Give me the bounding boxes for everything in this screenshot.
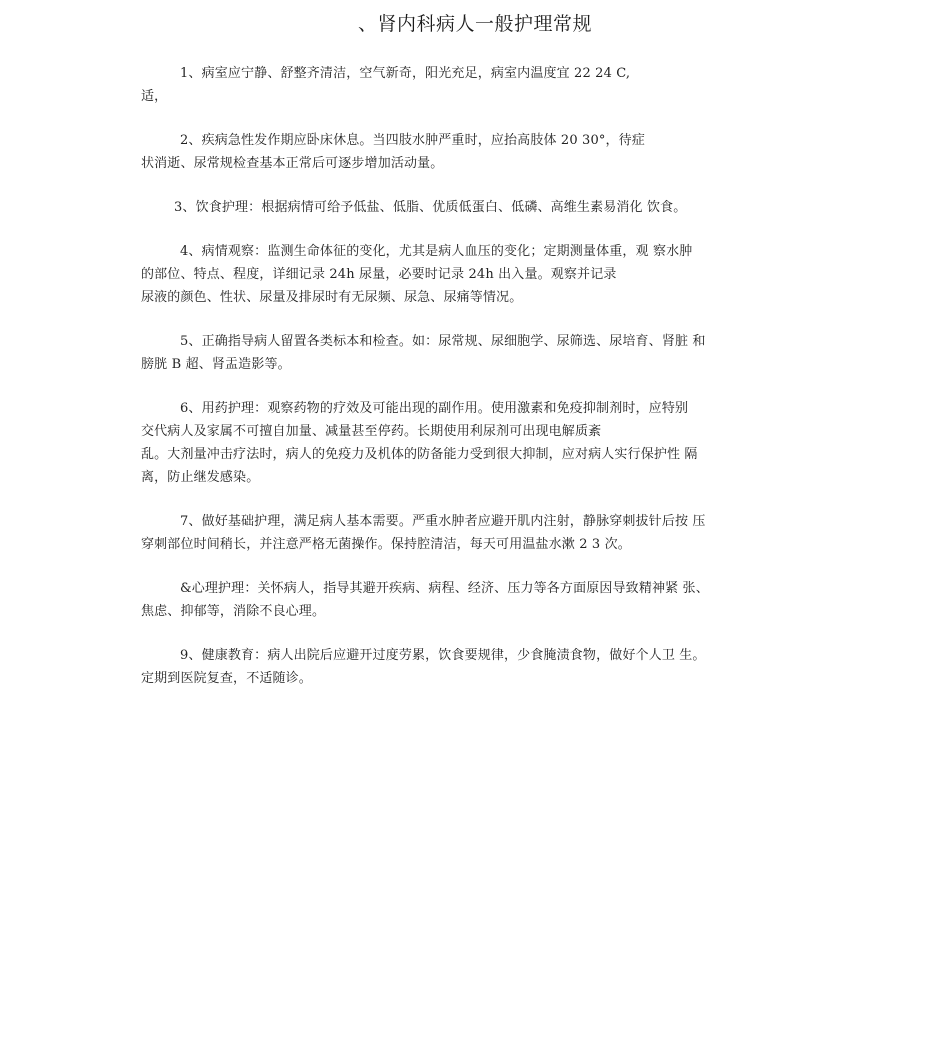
paragraph-4 <box>141 240 801 309</box>
paragraph-line: 尿液的颜色、性状、尿量及排尿时有无尿频、尿急、尿痛等情况。 <box>141 290 523 305</box>
paragraph-line: 的部位、特点、程度，详细记录 24h 尿量，必要时记录 24h 出入量。观察并记录 <box>141 267 617 282</box>
paragraph-line: 7、做好基础护理，满足病人基本需要。严重水肿者应避开肌内注射，静脉穿刺拔针后按 压 <box>180 514 706 529</box>
paragraph-line: 1、病室应宁静、舒整齐清洁，空气新奇，阳光充足，病室内温度宜 22 24 C, <box>180 66 631 81</box>
paragraph-line: 5、正确指导病人留置各类标本和检查。如：尿常规、尿细胞学、尿筛选、尿培育、肾脏 和 <box>180 334 706 349</box>
paragraph-line: 4、病情观察：监测生命体征的变化，尤其是病人血压的变化；定期测量体重，观 察水肿 <box>180 244 693 259</box>
document-title: 、肾内科病人一般护理常规 <box>357 13 592 35</box>
paragraph-7 <box>141 510 801 556</box>
paragraph-line: 2、疾病急性发作期应卧床休息。当四肢水肿严重时，应抬高肢体 20 30°，待症 <box>180 133 645 148</box>
paragraph-line: 状消逝、尿常规检查基本正常后可逐步增加活动量。 <box>141 156 444 171</box>
paragraph-5 <box>141 330 801 376</box>
paragraph-1 <box>141 62 801 108</box>
document-body <box>141 62 801 711</box>
paragraph-line: 离，防止继发感染。 <box>141 470 260 485</box>
paragraph-line: 定期到医院复查，不适随诊。 <box>141 671 312 686</box>
paragraph-line: 焦虑、抑郁等，消除不良心理。 <box>141 604 326 619</box>
paragraph-line: &心理护理：关怀病人，指导其避开疾病、病程、经济、压力等各方面原因导致精神紧 张、 <box>180 581 709 596</box>
paragraph-line: 9、健康教育：病人出院后应避开过度劳累，饮食要规律，少食腌渍食物，做好个人卫 生。 <box>180 648 706 663</box>
paragraph-line: 交代病人及家属不可擅自加量、减量甚至停药。长期使用利尿剂可出现电解质紊 <box>141 424 602 439</box>
paragraph-line: 膀胱 B 超、肾盂造影等。 <box>141 357 291 372</box>
paragraph-2 <box>141 129 801 175</box>
paragraph-3 <box>141 196 801 219</box>
paragraph-9 <box>141 644 801 690</box>
paragraph-line: 适， <box>141 89 168 104</box>
paragraph-line: 乱。大剂量冲击疗法时，病人的免疫力及机体的防备能力受到很大抑制，应对病人实行保护性 隔 <box>141 447 698 462</box>
paragraph-line: 3、饮食护理：根据病情可给予低盐、低脂、优质低蛋白、低磷、高维生素易消化 饮食。 <box>174 200 687 215</box>
paragraph-8 <box>141 577 801 623</box>
paragraph-line: 6、用药护理：观察药物的疗效及可能出现的副作用。使用激素和免疫抑制剂时，应特别 <box>180 401 689 416</box>
paragraph-line: 穿刺部位时间稍长，并注意严格无菌操作。保持腔清洁，每天可用温盐水漱 2 3 次。 <box>141 537 631 552</box>
paragraph-6 <box>141 397 801 489</box>
